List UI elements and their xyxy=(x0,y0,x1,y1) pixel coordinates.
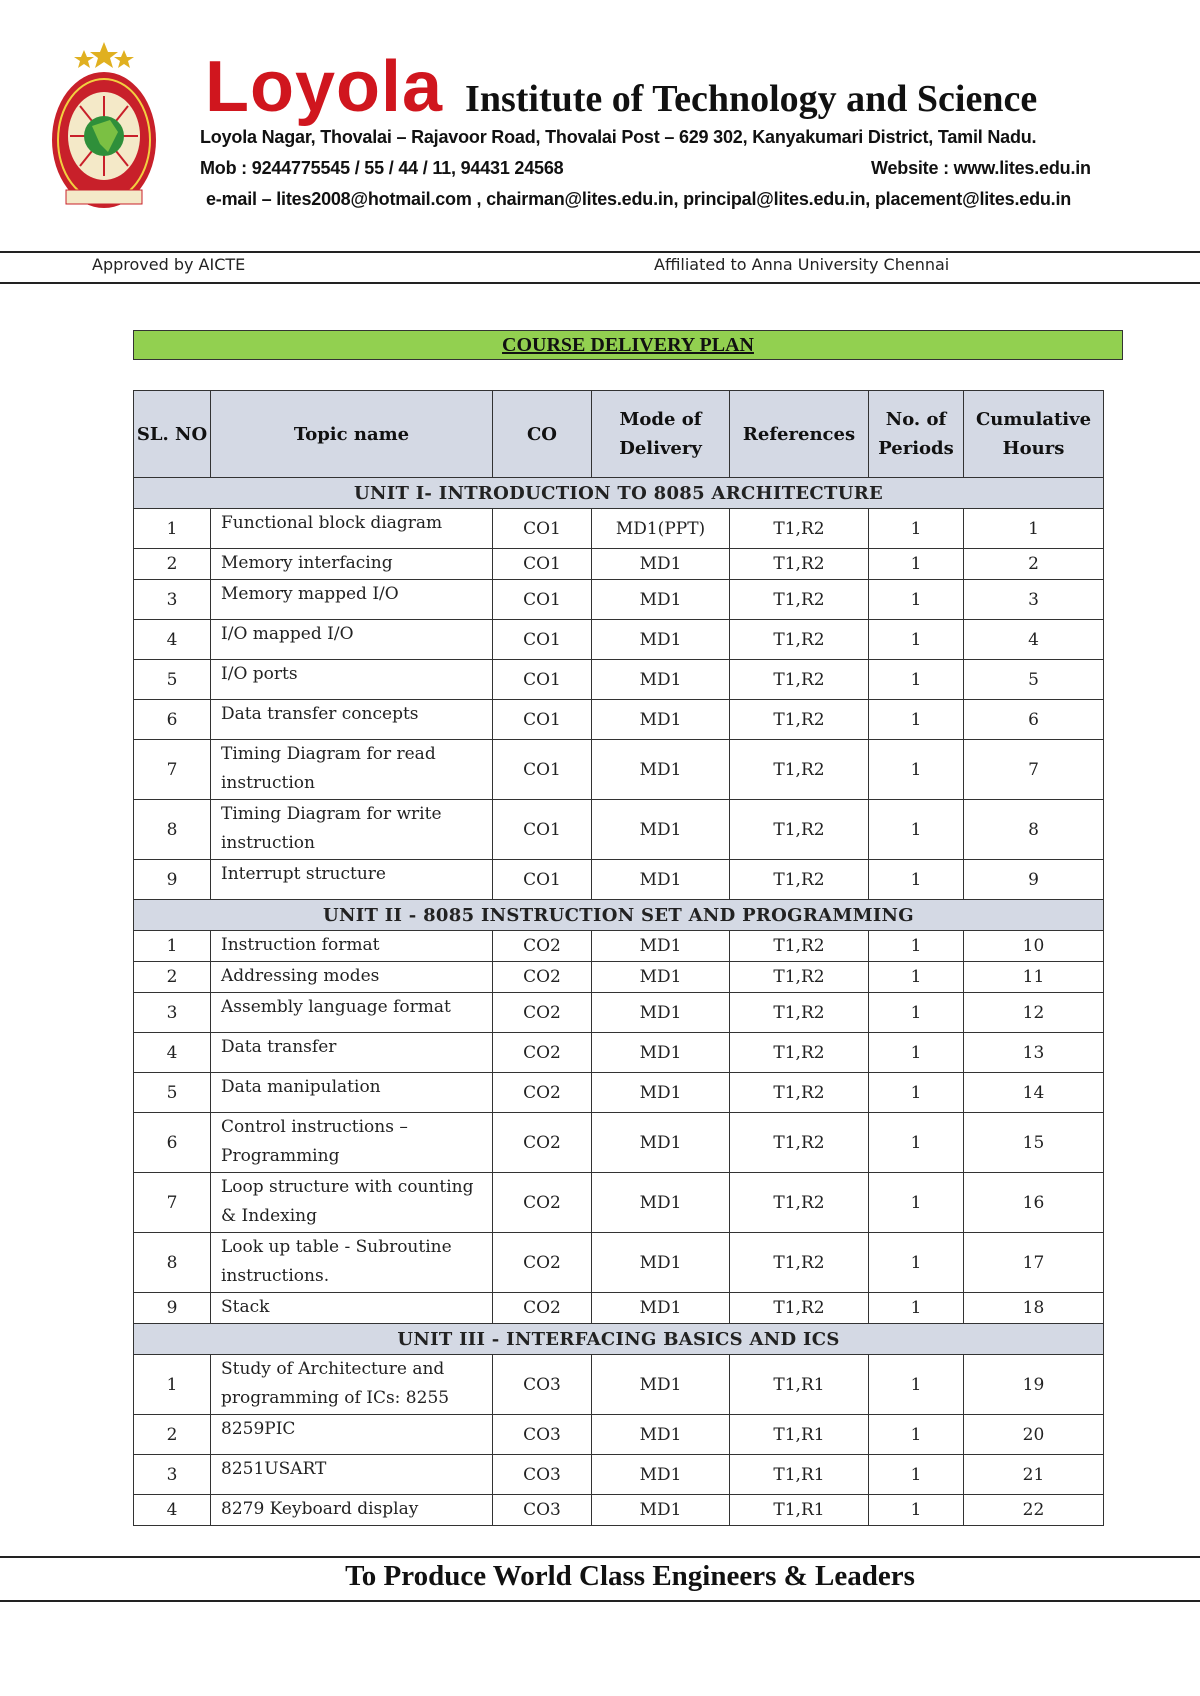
sl-cell: 8 xyxy=(134,800,211,860)
cumulative-cell: 15 xyxy=(964,1113,1104,1173)
co-cell: CO2 xyxy=(493,1233,592,1293)
periods-cell: 1 xyxy=(869,1293,964,1324)
table-row xyxy=(134,860,1104,900)
references-cell: T1,R2 xyxy=(730,620,869,660)
mode-cell: MD1 xyxy=(592,1455,730,1495)
table-row xyxy=(134,740,1104,800)
co-cell: CO1 xyxy=(493,860,592,900)
mode-cell: MD1 xyxy=(592,660,730,700)
footer-divider-top xyxy=(0,1556,1200,1558)
periods-cell: 1 xyxy=(869,993,964,1033)
approved-by: Approved by AICTE xyxy=(92,255,246,274)
mode-cell: MD1 xyxy=(592,700,730,740)
table-row xyxy=(134,800,1104,860)
periods-cell: 1 xyxy=(869,1073,964,1113)
mode-cell: MD1 xyxy=(592,1233,730,1293)
topic-cell: Stack xyxy=(211,1293,493,1324)
cumulative-cell: 1 xyxy=(964,509,1104,549)
sl-cell: 2 xyxy=(134,962,211,993)
co-cell: CO2 xyxy=(493,1113,592,1173)
co-cell: CO2 xyxy=(493,1033,592,1073)
sl-cell: 6 xyxy=(134,700,211,740)
table-row xyxy=(134,1033,1104,1073)
co-cell: CO1 xyxy=(493,509,592,549)
header-divider-bottom xyxy=(0,282,1200,284)
mode-cell: MD1(PPT) xyxy=(592,509,730,549)
table-row xyxy=(134,993,1104,1033)
co-cell: CO1 xyxy=(493,549,592,580)
email-line: e-mail – lites2008@hotmail.com , chairman@lites.edu.in, principal@lites.edu.in, placement@lites.edu.in xyxy=(206,189,1072,209)
plan-title: COURSE DELIVERY PLAN xyxy=(133,330,1123,360)
col-header-topic: Topic name xyxy=(211,391,493,478)
topic-cell: Data transfer xyxy=(211,1033,493,1073)
cumulative-cell: 7 xyxy=(964,740,1104,800)
table-row xyxy=(134,660,1104,700)
mode-cell: MD1 xyxy=(592,1355,730,1415)
mode-cell: MD1 xyxy=(592,1293,730,1324)
mobile-numbers: Mob : 9244775545 / 55 / 44 / 11, 94431 24568 xyxy=(200,158,564,178)
mode-cell: MD1 xyxy=(592,800,730,860)
table-row xyxy=(134,931,1104,962)
topic-cell: 8251USART xyxy=(211,1455,493,1495)
cumulative-cell: 5 xyxy=(964,660,1104,700)
co-cell: CO1 xyxy=(493,700,592,740)
footer-motto: To Produce World Class Engineers & Leaders xyxy=(345,1560,915,1592)
table-row xyxy=(134,962,1104,993)
sl-cell: 7 xyxy=(134,740,211,800)
cumulative-cell: 9 xyxy=(964,860,1104,900)
topic-cell: Loop structure with counting & Indexing xyxy=(211,1173,493,1233)
periods-cell: 1 xyxy=(869,740,964,800)
unit-header-row xyxy=(134,900,1104,931)
periods-cell: 1 xyxy=(869,509,964,549)
unit-title: UNIT II - 8085 INSTRUCTION SET AND PROGRAMMING xyxy=(134,900,1104,931)
cumulative-cell: 21 xyxy=(964,1455,1104,1495)
sl-cell: 8 xyxy=(134,1233,211,1293)
cumulative-cell: 11 xyxy=(964,962,1104,993)
co-cell: CO2 xyxy=(493,1293,592,1324)
cumulative-cell: 16 xyxy=(964,1173,1104,1233)
references-cell: T1,R2 xyxy=(730,1033,869,1073)
institute-seal-icon xyxy=(48,40,160,222)
institute-name xyxy=(205,46,1037,128)
co-cell: CO1 xyxy=(493,660,592,700)
table-row xyxy=(134,1113,1104,1173)
topic-cell: Timing Diagram for write instruction xyxy=(211,800,493,860)
table-row xyxy=(134,549,1104,580)
references-cell: T1,R2 xyxy=(730,800,869,860)
periods-cell: 1 xyxy=(869,1113,964,1173)
periods-cell: 1 xyxy=(869,800,964,860)
unit-header-row xyxy=(134,1324,1104,1355)
references-cell: T1,R2 xyxy=(730,509,869,549)
table-row xyxy=(134,1415,1104,1455)
references-cell: T1,R2 xyxy=(730,1293,869,1324)
references-cell: T1,R2 xyxy=(730,740,869,800)
table-row xyxy=(134,1173,1104,1233)
mode-cell: MD1 xyxy=(592,549,730,580)
table-row xyxy=(134,1293,1104,1324)
co-cell: CO2 xyxy=(493,1073,592,1113)
sl-cell: 7 xyxy=(134,1173,211,1233)
accreditation-bar xyxy=(0,252,1200,282)
references-cell: T1,R2 xyxy=(730,962,869,993)
topic-cell: Memory mapped I/O xyxy=(211,580,493,620)
periods-cell: 1 xyxy=(869,1233,964,1293)
mode-cell: MD1 xyxy=(592,1173,730,1233)
col-header-references: References xyxy=(730,391,869,478)
co-cell: CO1 xyxy=(493,740,592,800)
table-body xyxy=(134,478,1104,1526)
mode-cell: MD1 xyxy=(592,1415,730,1455)
sl-cell: 4 xyxy=(134,1033,211,1073)
mode-cell: MD1 xyxy=(592,740,730,800)
cumulative-cell: 2 xyxy=(964,549,1104,580)
topic-cell: Timing Diagram for read instruction xyxy=(211,740,493,800)
table-header-row xyxy=(134,391,1104,478)
col-header-co: CO xyxy=(493,391,592,478)
table-row xyxy=(134,1073,1104,1113)
co-cell: CO2 xyxy=(493,993,592,1033)
unit-title: UNIT III - INTERFACING BASICS AND ICS xyxy=(134,1324,1104,1355)
references-cell: T1,R1 xyxy=(730,1495,869,1526)
topic-cell: Addressing modes xyxy=(211,962,493,993)
cumulative-cell: 12 xyxy=(964,993,1104,1033)
sl-cell: 9 xyxy=(134,860,211,900)
mode-cell: MD1 xyxy=(592,931,730,962)
sl-cell: 3 xyxy=(134,580,211,620)
periods-cell: 1 xyxy=(869,580,964,620)
cumulative-cell: 20 xyxy=(964,1415,1104,1455)
col-header-cumulative: Cumulative Hours xyxy=(964,391,1104,478)
co-cell: CO1 xyxy=(493,620,592,660)
cumulative-cell: 19 xyxy=(964,1355,1104,1415)
address-line: Loyola Nagar, Thovalai – Rajavoor Road, Thovalai Post – 629 302, Kanyakumari District, Tamil Nadu. xyxy=(200,127,1037,147)
topic-cell: Data manipulation xyxy=(211,1073,493,1113)
col-header-periods: No. of Periods xyxy=(869,391,964,478)
co-cell: CO2 xyxy=(493,1173,592,1233)
references-cell: T1,R2 xyxy=(730,993,869,1033)
cumulative-cell: 13 xyxy=(964,1033,1104,1073)
cumulative-cell: 22 xyxy=(964,1495,1104,1526)
periods-cell: 1 xyxy=(869,1495,964,1526)
sl-cell: 5 xyxy=(134,1073,211,1113)
cumulative-cell: 14 xyxy=(964,1073,1104,1113)
periods-cell: 1 xyxy=(869,860,964,900)
co-cell: CO3 xyxy=(493,1495,592,1526)
table-row xyxy=(134,700,1104,740)
website-link[interactable]: Website : www.lites.edu.in xyxy=(871,158,1091,178)
cumulative-cell: 4 xyxy=(964,620,1104,660)
mode-cell: MD1 xyxy=(592,620,730,660)
topic-cell: Study of Architecture and programming of ICs: 8255 xyxy=(211,1355,493,1415)
mode-cell: MD1 xyxy=(592,1495,730,1526)
topic-cell: Control instructions – Programming xyxy=(211,1113,493,1173)
co-cell: CO3 xyxy=(493,1455,592,1495)
cumulative-cell: 10 xyxy=(964,931,1104,962)
affiliated-to: Affiliated to Anna University Chennai xyxy=(654,255,950,274)
topic-cell: Look up table - Subroutine instructions. xyxy=(211,1233,493,1293)
periods-cell: 1 xyxy=(869,549,964,580)
sl-cell: 5 xyxy=(134,660,211,700)
references-cell: T1,R2 xyxy=(730,1073,869,1113)
mode-cell: MD1 xyxy=(592,580,730,620)
references-cell: T1,R1 xyxy=(730,1355,869,1415)
periods-cell: 1 xyxy=(869,962,964,993)
col-header-mode: Mode of Delivery xyxy=(592,391,730,478)
sl-cell: 1 xyxy=(134,931,211,962)
footer-divider-bottom xyxy=(0,1600,1200,1602)
topic-cell: Assembly language format xyxy=(211,993,493,1033)
co-cell: CO3 xyxy=(493,1355,592,1415)
table-row xyxy=(134,1233,1104,1293)
topic-cell: Interrupt structure xyxy=(211,860,493,900)
table-row xyxy=(134,1355,1104,1415)
contact-line xyxy=(200,158,1100,179)
cumulative-cell: 18 xyxy=(964,1293,1104,1324)
table-row xyxy=(134,509,1104,549)
topic-cell: Data transfer concepts xyxy=(211,700,493,740)
periods-cell: 1 xyxy=(869,660,964,700)
unit-header-row xyxy=(134,478,1104,509)
mode-cell: MD1 xyxy=(592,1033,730,1073)
table-row xyxy=(134,620,1104,660)
sl-cell: 3 xyxy=(134,993,211,1033)
references-cell: T1,R2 xyxy=(730,931,869,962)
mode-cell: MD1 xyxy=(592,993,730,1033)
periods-cell: 1 xyxy=(869,1355,964,1415)
co-cell: CO2 xyxy=(493,931,592,962)
co-cell: CO1 xyxy=(493,800,592,860)
co-cell: CO3 xyxy=(493,1415,592,1455)
mode-cell: MD1 xyxy=(592,962,730,993)
periods-cell: 1 xyxy=(869,1415,964,1455)
mode-cell: MD1 xyxy=(592,1113,730,1173)
references-cell: T1,R2 xyxy=(730,1233,869,1293)
brand-name: Loyola xyxy=(205,47,444,127)
references-cell: T1,R2 xyxy=(730,1173,869,1233)
references-cell: T1,R2 xyxy=(730,660,869,700)
references-cell: T1,R1 xyxy=(730,1415,869,1455)
periods-cell: 1 xyxy=(869,700,964,740)
mode-cell: MD1 xyxy=(592,1073,730,1113)
cumulative-cell: 3 xyxy=(964,580,1104,620)
co-cell: CO2 xyxy=(493,962,592,993)
references-cell: T1,R2 xyxy=(730,860,869,900)
letterhead xyxy=(0,0,1200,250)
sl-cell: 2 xyxy=(134,1415,211,1455)
references-cell: T1,R2 xyxy=(730,580,869,620)
col-header-sl: SL. NO xyxy=(134,391,211,478)
mode-cell: MD1 xyxy=(592,860,730,900)
periods-cell: 1 xyxy=(869,620,964,660)
table-row xyxy=(134,1455,1104,1495)
topic-cell: Functional block diagram xyxy=(211,509,493,549)
sl-cell: 1 xyxy=(134,1355,211,1415)
cumulative-cell: 6 xyxy=(964,700,1104,740)
sl-cell: 1 xyxy=(134,509,211,549)
periods-cell: 1 xyxy=(869,1173,964,1233)
topic-cell: 8279 Keyboard display xyxy=(211,1495,493,1526)
topic-cell: I/O ports xyxy=(211,660,493,700)
topic-cell: I/O mapped I/O xyxy=(211,620,493,660)
institute-title: Institute of Technology and Science xyxy=(465,78,1038,120)
sl-cell: 9 xyxy=(134,1293,211,1324)
references-cell: T1,R2 xyxy=(730,1113,869,1173)
cumulative-cell: 8 xyxy=(964,800,1104,860)
sl-cell: 3 xyxy=(134,1455,211,1495)
sl-cell: 4 xyxy=(134,1495,211,1526)
co-cell: CO1 xyxy=(493,580,592,620)
periods-cell: 1 xyxy=(869,1455,964,1495)
topic-cell: 8259PIC xyxy=(211,1415,493,1455)
course-delivery-table xyxy=(133,390,1104,1526)
unit-title: UNIT I- INTRODUCTION TO 8085 ARCHITECTURE xyxy=(134,478,1104,509)
sl-cell: 4 xyxy=(134,620,211,660)
periods-cell: 1 xyxy=(869,931,964,962)
table-row xyxy=(134,1495,1104,1526)
sl-cell: 2 xyxy=(134,549,211,580)
references-cell: T1,R1 xyxy=(730,1455,869,1495)
periods-cell: 1 xyxy=(869,1033,964,1073)
table-row xyxy=(134,580,1104,620)
sl-cell: 6 xyxy=(134,1113,211,1173)
topic-cell: Memory interfacing xyxy=(211,549,493,580)
topic-cell: Instruction format xyxy=(211,931,493,962)
references-cell: T1,R2 xyxy=(730,700,869,740)
cumulative-cell: 17 xyxy=(964,1233,1104,1293)
references-cell: T1,R2 xyxy=(730,549,869,580)
